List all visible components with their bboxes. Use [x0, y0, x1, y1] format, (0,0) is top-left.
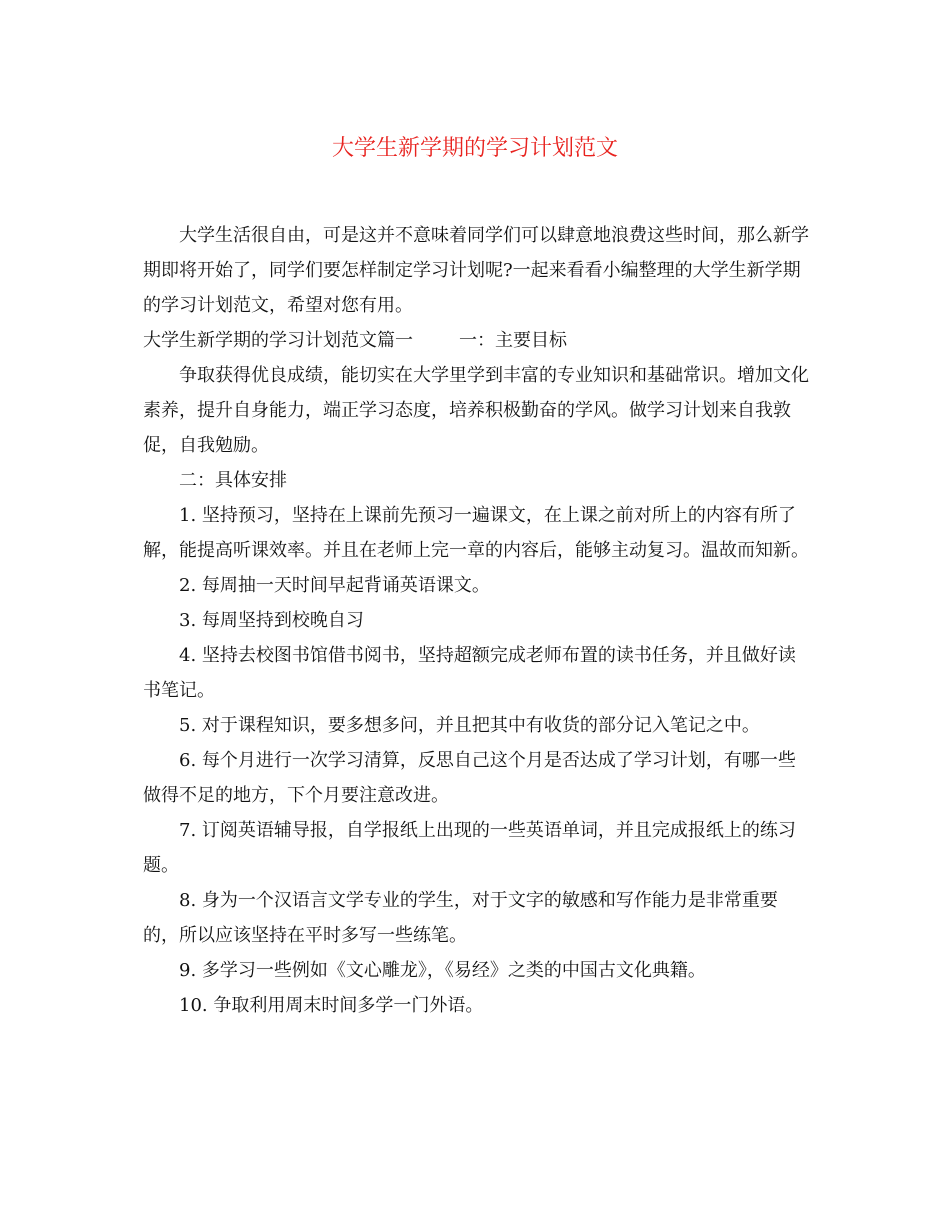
section-label: 大学生新学期的学习计划范文篇一	[143, 330, 413, 351]
arrangement-heading: 二：具体安排	[179, 470, 287, 491]
list-item: 4. 坚持去校图书馆借书阅书，坚持超额完成老师布置的读书任务，并且做好读书笔记。	[143, 645, 796, 701]
goal-paragraph: 争取获得优良成绩，能切实在大学里学到丰富的专业知识和基础常识。增加文化素养，提升自身能力，端正学习态度，培养积极勤奋的学风。做学习计划来自我敦促，自我勉励。	[143, 365, 809, 456]
list-item: 10. 争取利用周末时间多学一门外语。	[179, 995, 484, 1016]
list-item: 5. 对于课程知识，要多想多问，并且把其中有收货的部分记入笔记之中。	[179, 715, 760, 736]
document-body	[143, 218, 809, 1023]
list-item: 6. 每个月进行一次学习清算，反思自己这个月是否达成了学习计划，有哪一些做得不足的地方，下个月要注意改进。	[143, 750, 796, 806]
list-item: 1. 坚持预习，坚持在上课前先预习一遍课文，在上课之前对所上的内容有所了解，能提高听课效率。并且在老师上完一章的内容后，能够主动复习。温故而知新。	[143, 505, 809, 561]
document-title: 大学生新学期的学习计划范文	[331, 136, 618, 161]
list-item: 3. 每周坚持到校晚自习	[179, 610, 364, 631]
intro-paragraph: 大学生活很自由，可是这并不意味着同学们可以肆意地浪费这些时间，那么新学期即将开始了，同学们要怎样制定学习计划呢?一起来看看小编整理的大学生新学期的学习计划范文，希望对您有用。	[143, 225, 809, 316]
list-item: 7. 订阅英语辅导报，自学报纸上出现的一些英语单词，并且完成报纸上的练习题。	[143, 820, 796, 876]
goal-heading: 一：主要目标	[459, 330, 567, 351]
list-item: 2. 每周抽一天时间早起背诵英语课文。	[179, 575, 490, 596]
list-item: 9. 多学习一些例如《文心雕龙》，《易经》之类的中国古文化典籍。	[179, 960, 706, 981]
section-heading-line	[143, 323, 809, 358]
list-item: 8. 身为一个汉语言文学专业的学生，对于文字的敏感和写作能力是非常重要的，所以应该坚持在平时多写一些练笔。	[143, 890, 778, 946]
